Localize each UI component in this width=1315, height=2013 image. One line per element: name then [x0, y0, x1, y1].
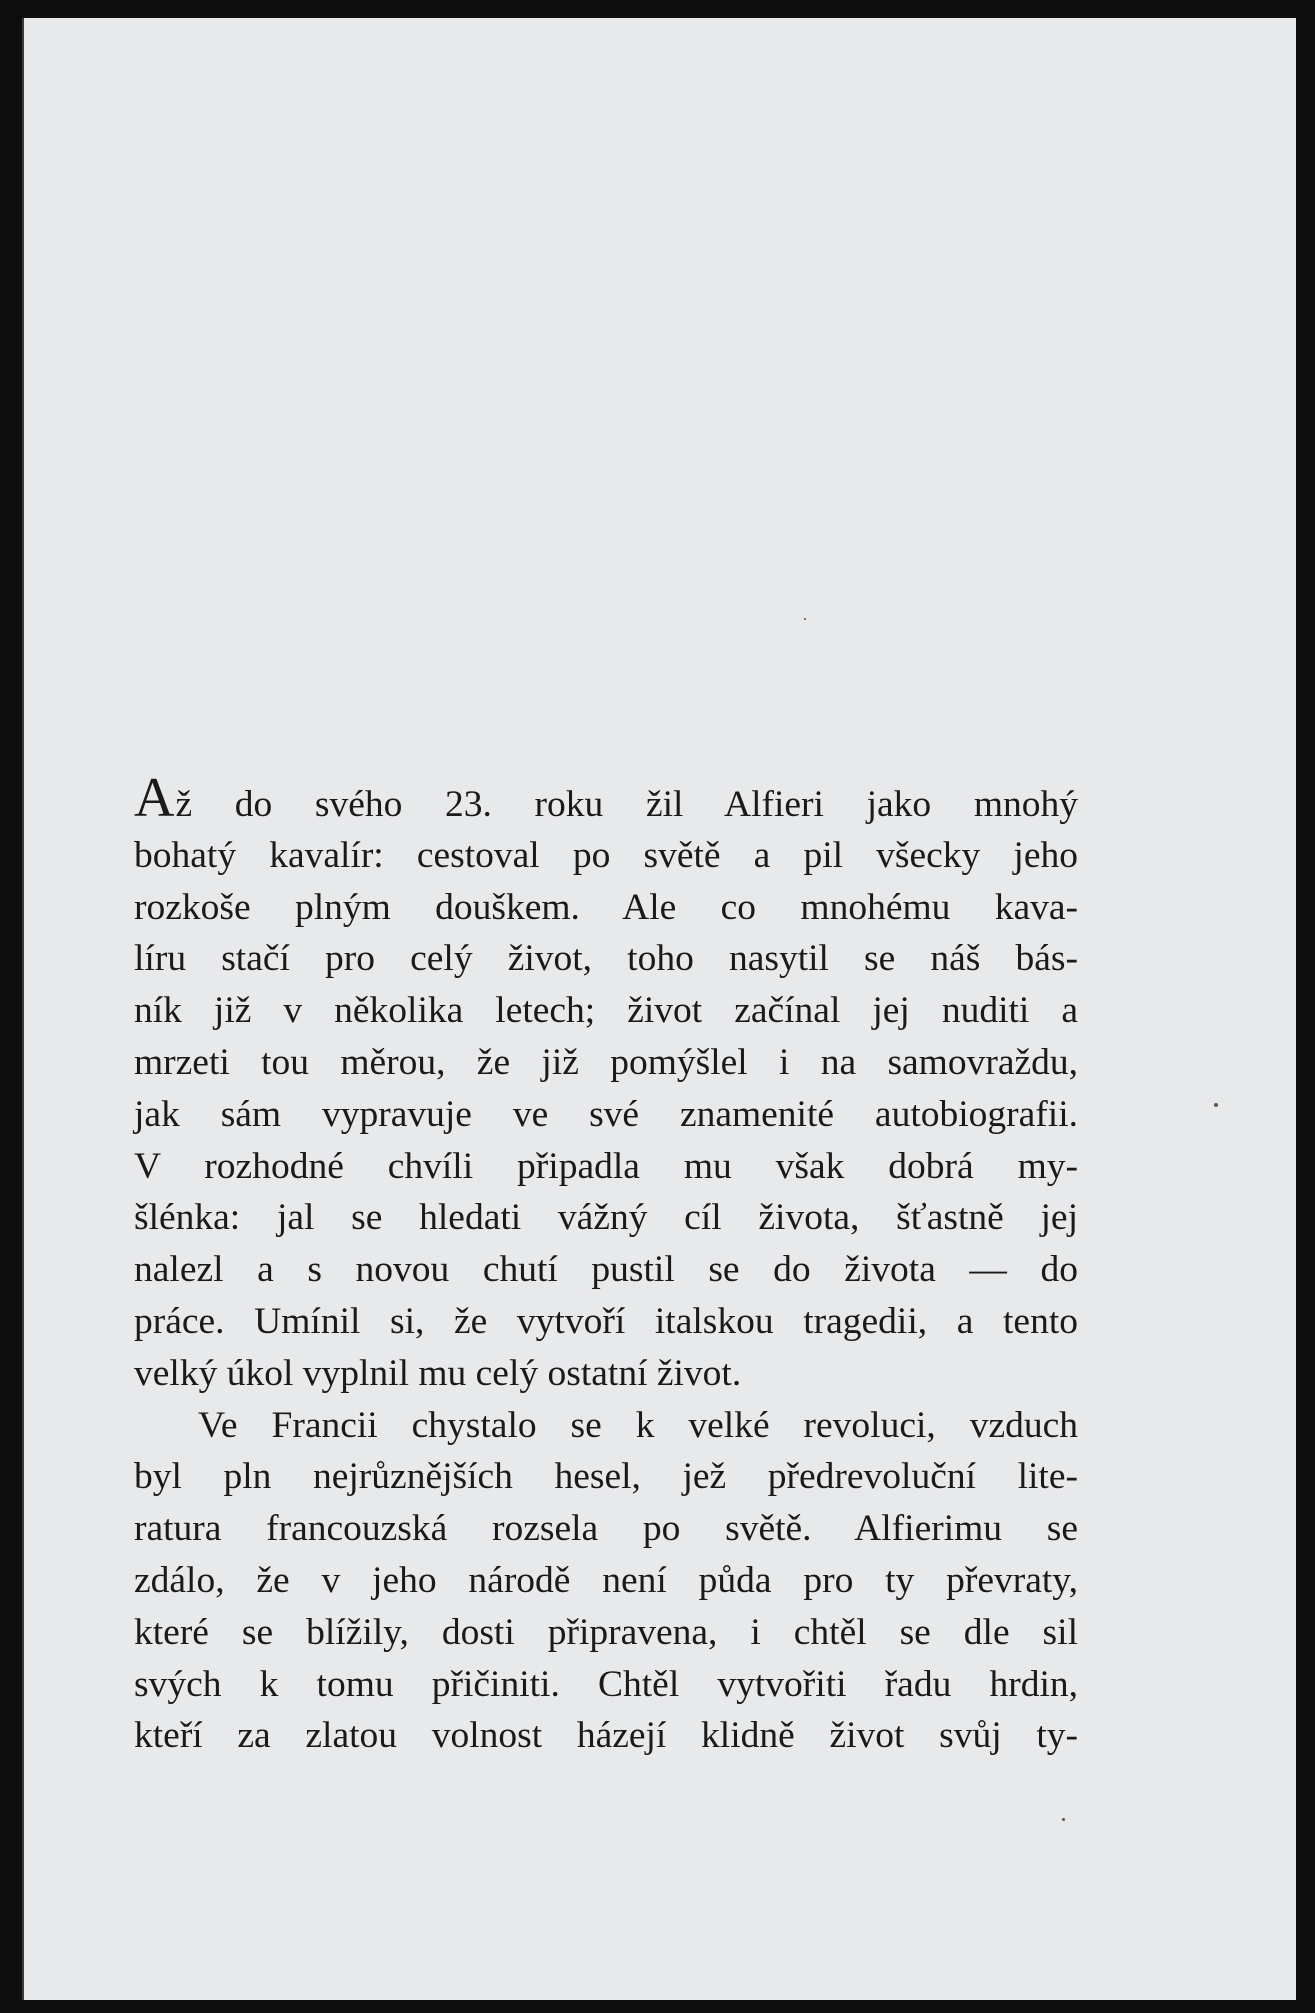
text-line: rozkoše plným douškem. Ale co mnohému kava-	[134, 886, 1078, 928]
text-line: zdálo, že v jeho národě není půda pro ty převraty,	[134, 1559, 1078, 1601]
text-line: Až do svého 23. roku žil Alfieri jako mnohý	[134, 767, 1078, 829]
text-line: kteří za zlatou volnost házejí klidně život svůj ty-	[134, 1715, 1078, 1757]
dust-speck	[1214, 1103, 1218, 1107]
text-line: líru stačí pro celý život, toho nasytil se náš bás-	[134, 938, 1078, 980]
text-line: nalezl a s novou chutí pustil se do života — do	[134, 1249, 1078, 1291]
paragraph-1	[134, 767, 1078, 1400]
text-line: bohatý kavalír: cestoval po světě a pil všecky jeho	[134, 834, 1078, 876]
initial-letter: A	[134, 767, 176, 829]
text-line: jak sám vypravuje ve své znamenité autobiografii.	[134, 1093, 1078, 1135]
text-line: ník již v několika letech; život začínal jej nuditi a	[134, 990, 1078, 1032]
text-line: svých k tomu přičiniti. Chtěl vytvořiti řadu hrdin,	[134, 1663, 1078, 1705]
text-line: Ve Francii chystalo se k velké revoluci, vzduch	[198, 1404, 1078, 1446]
paragraph-2	[134, 1400, 1078, 1763]
dust-speck	[1062, 1818, 1065, 1821]
text-line: práce. Umínil si, že vytvoří italskou tragedii, a tento	[134, 1300, 1078, 1342]
text-line: které se blížily, dosti připravena, i chtěl se dle sil	[134, 1611, 1078, 1653]
text-line: byl pln nejrůznějších hesel, jež předrevoluční lite-	[134, 1456, 1078, 1498]
text-line: V rozhodné chvíli připadla mu však dobrá my-	[134, 1145, 1078, 1187]
text-line: šlénka: jal se hledati vážný cíl života, šťastně jej	[134, 1197, 1078, 1239]
body-text	[134, 767, 1078, 1762]
text-line: mrzeti tou měrou, že již pomýšlel i na samovraždu,	[134, 1041, 1078, 1083]
text-line: ratura francouzská rozsela po světě. Alfierimu se	[134, 1508, 1078, 1550]
text-line: velký úkol vyplnil mu celý ostatní život.	[134, 1352, 742, 1394]
dust-speck	[804, 618, 806, 620]
